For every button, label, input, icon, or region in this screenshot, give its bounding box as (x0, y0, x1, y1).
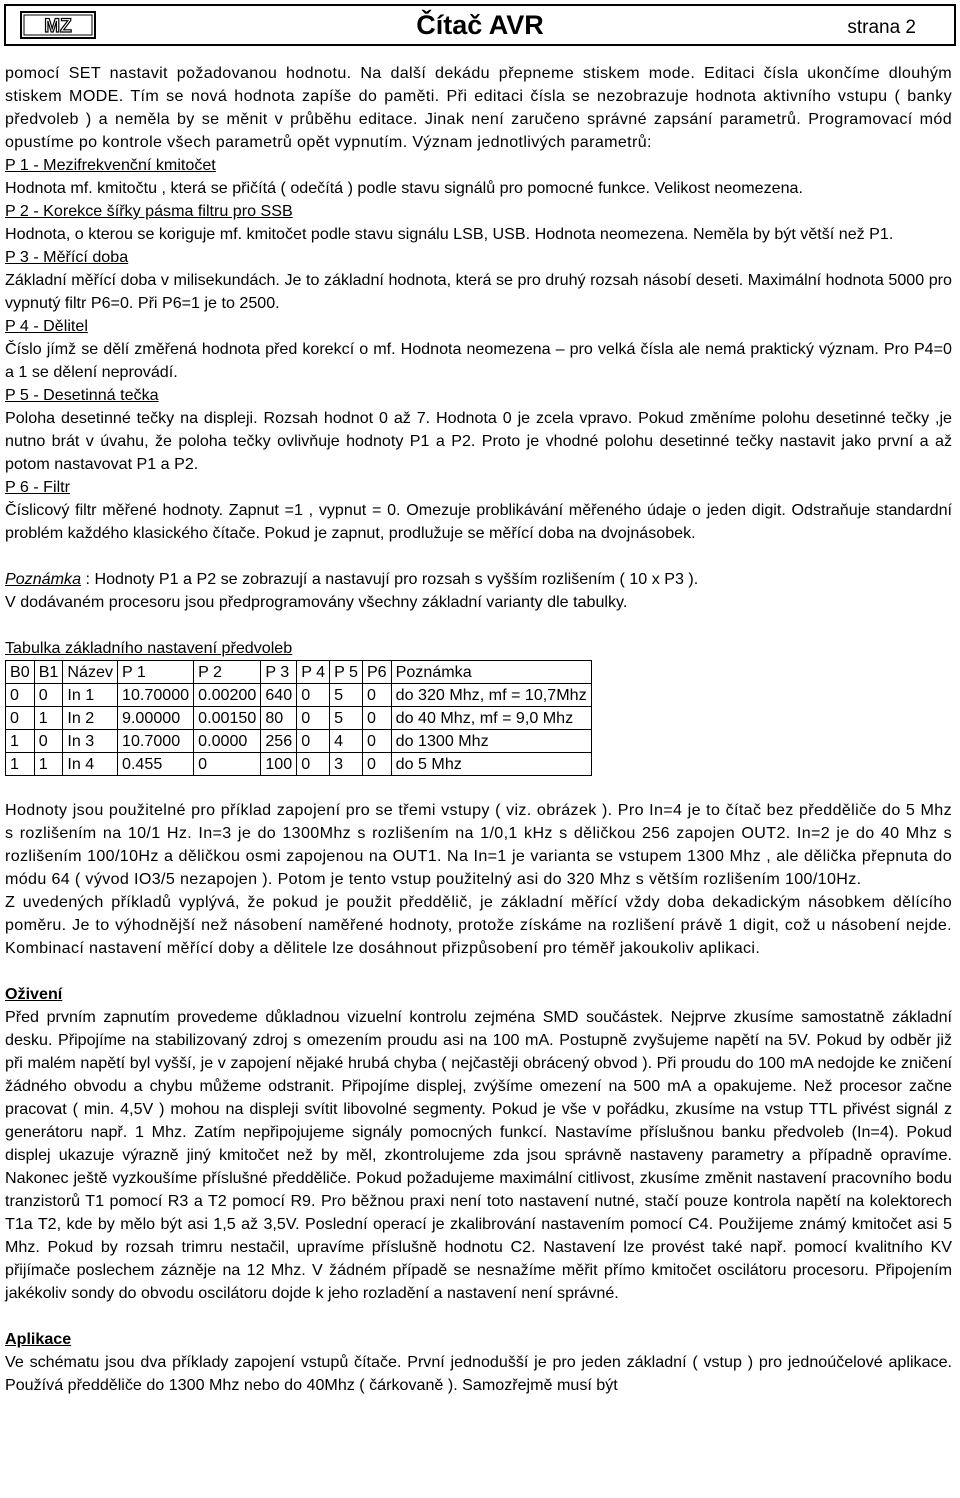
param-p4-heading: P 4 - Dělitel (5, 317, 88, 335)
note-paragraph-2: V dodávaném procesoru jsou předprogramovány všechny základní varianty dle tabulky. (5, 593, 628, 611)
table-row (6, 684, 592, 707)
table-cell-p3: 256 (261, 730, 297, 753)
intro-paragraph: pomocí SET nastavit požadovanou hodnotu. Na další dekádu přepneme stiskem mode. Editaci čísla ukončíme dlouhým stiskem MODE. Tím se nová hodnota zapíše do paměti. Při editaci čísla se nezobrazuje hodnota aktivního vstupu ( banky předvoleb ) a neměla by se měnit v průběhu editace. Jinak není zaručeno správné zapsání parametrů. Programovací mód opustíme po kontrole všech parametrů opět vypnutím. Význam jednotlivých parametrů: (5, 64, 952, 151)
table-cell-p1: 10.70000 (118, 684, 194, 707)
table-cell-p2: 0.00150 (194, 707, 261, 730)
param-p5-heading: P 5 - Desetinná tečka (5, 386, 159, 404)
svg-text:MZ: MZ (44, 16, 72, 37)
aplikace-paragraph: Ve schématu jsou dva příklady zapojení vstupů čítače. První jednodušší je pro jeden základní ( vstup ) pro jednoúčelové aplikace. Používá předděliče do 1300 Mhz nebo do 40Mhz ( čárkovaně ). Samozřejmě musí být (5, 1353, 952, 1394)
hodnoty-paragraph: Hodnoty jsou použitelné pro příklad zapojení pro se třemi vstupy ( viz. obrázek ). Pro In=4 je to čítač bez předděliče do 5 Mhz s rozlišením na 10/1 Hz. In=3 je do 1300Mhz s rozlišením na 1/0,1 kHz s děličkou 256 zapojen OUT2. In=2 je do 40 Mhz s rozlišením 100/10Hz a děličkou osmi zapojenou na OUT1. Na In=1 je varianta se vstupem 1300 Mhz , ale dělička přepnuta do módu 64 ( vývod IO3/5 nezapojen ). Potom je tento vstup použitelný asi do 320 Mhz s větším rozlišením 100/10Hz. (5, 801, 952, 888)
table-cell-b1: 0 (34, 684, 63, 707)
table-cell-poznamka: do 320 Mhz, mf = 10,7Mhz (391, 684, 591, 707)
table-header-p2: P 2 (194, 661, 261, 684)
table-header-p1: P 1 (118, 661, 194, 684)
table-cell-p3: 100 (261, 753, 297, 776)
table-header-b1: B1 (34, 661, 63, 684)
table-cell-b0: 1 (6, 753, 35, 776)
table-header-p6: P6 (362, 661, 391, 684)
oziveni-paragraph: Před prvním zapnutím provedeme důkladnou vizuelní kontrolu zejména SMD součástek. Nejprve zkusíme samostatně základní desku. Připojíme na stabilizovaný zdroj s omezením proudu asi na 100 mA. Postupně zvyšujeme napětí na 5V. Pokud by odběr již při malém napětí byl vyšší, je v zapojení nějaké hrubá chyba ( nejčastěji obrácený obvod ). Při proudu do 100 mA nedojde ke zničení žádného obvodu a chybu můžeme odstranit. Připojíme displej, zvýšíme omezení na 500 mA a opakujeme. Než procesor začne pracovat ( min. 4,5V ) mohou na displeji svítit libovolné segmenty. Pokud je vše v pořádku, zkusíme na vstup TTL přivést signál z generátoru např. 1 Mhz. Zatím nepřipojujeme signály pomocných funkcí. Nastavíme příslušnou banku předvoleb (In=4). Pokud displej ukazuje výrazně jiný kmitočet než by měl, zkontrolujeme zda jsou správně nastaveny parametry a případně opravíme. Nakonec ještě vyzkoušíme příslušné předděliče. Pokud požadujeme maximální citlivost, zkusíme změnit nastavení pracovního bodu tranzistorů T1 pomocí R3 a T2 pomocí R9. Pro běžnou praxi není toto nastavení nutné, stačí pouze kontrola napětí na kolektorech T1a T2, kde by mělo být asi 1,5 až 3,5V. Poslední operací je zkalibrování nastavením pomocí C4. Použijeme známý kmitočet asi 5 Mhz. Pokud by rozsah trimru nestačil, upravíme příslušně hodnotu C2. Nastavení lze provést také např. pomocí kvalitního KV přijímače poslechem zázněje na 12 Mhz. V žádném případě se nesnažíme měřit přímo kmitočet oscilátoru procesoru. Připojením jakékoliv sondy do obvodu oscilátoru dojde k jeho rozladění a nastavení není správné. (5, 1008, 952, 1302)
param-p2-text: Hodnota, o kterou se koriguje mf. kmitočet podle stavu signálu LSB, USB. Hodnota neomezena. Neměla by být větší než P1. (5, 225, 894, 243)
param-p6-text: Číslicový filtr měřené hodnoty. Zapnut =1 , vypnut = 0. Omezuje problikávání měřeného údaje o jeden digit. Odstraňuje standardní problém každého klasického čítače. Pokud je zapnut, prodlužuje se měřící doba na dvojnásobek. (5, 501, 952, 542)
param-p2-heading: P 2 - Korekce šířky pásma filtru pro SSB (5, 202, 293, 220)
table-cell-b1: 1 (34, 753, 63, 776)
table-row (6, 730, 592, 753)
table-header-p4: P 4 (297, 661, 330, 684)
table-cell-b0: 0 (6, 707, 35, 730)
page-number: strana 2 (847, 17, 916, 38)
table-cell-nazev: In 4 (63, 753, 118, 776)
document-body (5, 62, 952, 1397)
table-cell-nazev: In 3 (63, 730, 118, 753)
table-cell-p5: 4 (330, 730, 363, 753)
table-cell-poznamka: do 1300 Mhz (391, 730, 591, 753)
param-p5-text: Poloha desetinné tečky na displeji. Rozsah hodnot 0 až 7. Hodnota 0 je zcela vpravo. Pokud změníme polohu desetinné tečky ,je nutno brát v úvahu, že poloha tečky ovlivňuje hodnoty P1 a P2. Proto je vhodné polohu desetinné tečky nastavit jako první a až potom nastavovat P1 a P2. (5, 409, 952, 473)
document-title: Čítač AVR (416, 10, 544, 40)
table-cell-p5: 5 (330, 684, 363, 707)
table-cell-p4: 0 (297, 684, 330, 707)
table-row (6, 753, 592, 776)
priklady-paragraph: Z uvedených příkladů vyplývá, že pokud je použit předdělič, je základní měřící vždy doba dekadickým násobkem dělícího poměru. Je to výhodnější než násobení naměřené hodnoty, protože získáme na rozlišení právě 1 digit, což u násobení nejde. Kombinací nastavení měřící doby a dělitele lze dosáhnout přizpůsobení pro téměř jakoukoliv aplikaci. (5, 893, 952, 957)
table-cell-b1: 1 (34, 707, 63, 730)
param-p4-text: Číslo jímž se dělí změřená hodnota před korekcí o mf. Hodnota neomezena – pro velká čísla ale nemá praktický význam. Pro P4=0 a 1 se dělení neprovádí. (5, 340, 952, 381)
note-label: Poznámka (5, 570, 82, 588)
table-cell-p2: 0 (194, 753, 261, 776)
table-cell-b1: 0 (34, 730, 63, 753)
table-cell-nazev: In 1 (63, 684, 118, 707)
table-cell-p6: 0 (362, 707, 391, 730)
table-header-p5: P 5 (330, 661, 363, 684)
table-cell-p4: 0 (297, 730, 330, 753)
table-cell-p4: 0 (297, 753, 330, 776)
oziveni-heading: Oživení (5, 985, 63, 1003)
table-header-b0: B0 (6, 661, 35, 684)
table-cell-p1: 9.00000 (118, 707, 194, 730)
table-cell-poznamka: do 40 Mhz, mf = 9,0 Mhz (391, 707, 591, 730)
table-header-p3: P 3 (261, 661, 297, 684)
table-cell-p6: 0 (362, 684, 391, 707)
table-cell-b0: 0 (6, 684, 35, 707)
presets-table (5, 660, 592, 776)
table-cell-p1: 0.455 (118, 753, 194, 776)
note-text: : Hodnoty P1 a P2 se zobrazují a nastavují pro rozsah s vyšším rozlišením ( 10 x P3 ). (81, 570, 699, 588)
table-cell-poznamka: do 5 Mhz (391, 753, 591, 776)
table-cell-p1: 10.7000 (118, 730, 194, 753)
table-cell-p3: 640 (261, 684, 297, 707)
table-cell-p2: 0.0000 (194, 730, 261, 753)
table-title: Tabulka základního nastavení předvoleb (5, 639, 293, 657)
table-cell-p4: 0 (297, 707, 330, 730)
param-p1-heading: P 1 - Mezifrekvenční kmitočet (5, 156, 216, 174)
table-cell-p5: 3 (330, 753, 363, 776)
table-header-poznamka: Poznámka (391, 661, 591, 684)
table-cell-p6: 0 (362, 753, 391, 776)
page-header (4, 4, 956, 46)
table-cell-nazev: In 2 (63, 707, 118, 730)
table-cell-p6: 0 (362, 730, 391, 753)
table-cell-b0: 1 (6, 730, 35, 753)
param-p1-text: Hodnota mf. kmitočtu , která se přičítá ( odečítá ) podle stavu signálů pro pomocné funkce. Velikost neomezena. (5, 179, 803, 197)
param-p3-text: Základní měřící doba v milisekundách. Je to základní hodnota, která se pro druhý rozsah násobí deseti. Maximální hodnota 5000 pro vypnutý filtr P6=0. Při P6=1 je to 2500. (5, 271, 952, 312)
aplikace-heading: Aplikace (5, 1330, 72, 1348)
table-cell-p5: 5 (330, 707, 363, 730)
table-row (6, 707, 592, 730)
table-cell-p3: 80 (261, 707, 297, 730)
param-p6-heading: P 6 - Filtr (5, 478, 70, 496)
table-cell-p2: 0.00200 (194, 684, 261, 707)
table-header-nazev: Název (63, 661, 118, 684)
note-paragraph (5, 568, 952, 591)
param-p3-heading: P 3 - Měřící doba (5, 248, 129, 266)
table-header-row (6, 661, 592, 684)
